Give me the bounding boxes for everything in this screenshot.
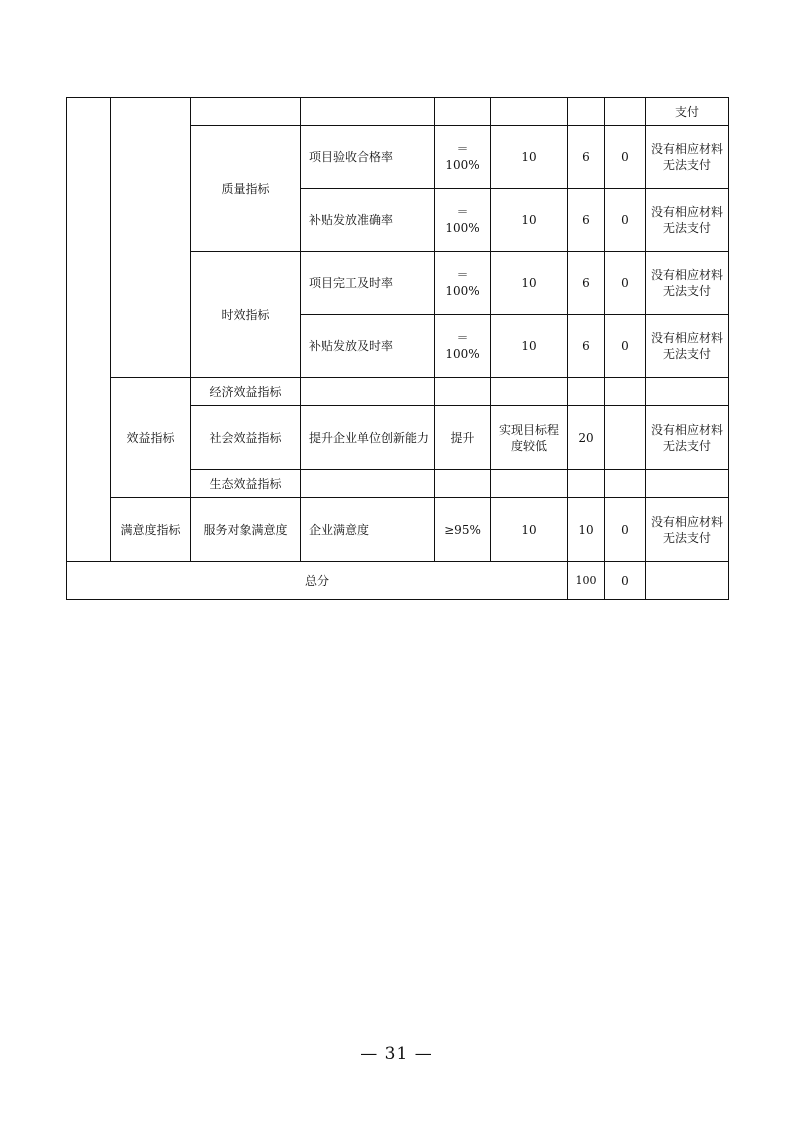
target-cell xyxy=(435,470,491,498)
indicator-cell xyxy=(301,470,435,498)
indicator-name: 补贴发放及时率 xyxy=(301,315,435,378)
performance-table xyxy=(66,97,729,600)
weight-value: 10 xyxy=(491,126,568,189)
satisfaction-indicator-label: 满意度指标 xyxy=(111,498,191,562)
target-value: ＝ 100% xyxy=(435,189,491,252)
page-number: — 31 — xyxy=(360,1044,433,1064)
note-cell xyxy=(646,378,729,406)
level2-output-cell xyxy=(111,98,191,378)
value-value: 0 xyxy=(605,189,646,252)
weight-cell xyxy=(491,470,568,498)
note-value: 没有相应材料无法支付 xyxy=(646,498,729,562)
note-value: 没有相应材料无法支付 xyxy=(646,189,729,252)
score-value: 10 xyxy=(568,498,605,562)
value-value: 0 xyxy=(605,252,646,315)
score-cell xyxy=(568,470,605,498)
benefit-indicator-label: 效益指标 xyxy=(111,378,191,498)
score-value: 6 xyxy=(568,315,605,378)
note-value: 没有相应材料无法支付 xyxy=(646,315,729,378)
total-label: 总分 xyxy=(67,562,568,600)
note-value: 没有相应材料无法支付 xyxy=(646,126,729,189)
weight-cell xyxy=(491,98,568,126)
indicator-name: 企业满意度 xyxy=(301,498,435,562)
score-cell xyxy=(568,98,605,126)
actual-value: 实现目标程度较低 xyxy=(491,406,568,470)
quality-indicator-label: 质量指标 xyxy=(191,126,301,252)
indicator-name: 补贴发放准确率 xyxy=(301,189,435,252)
score-value: 6 xyxy=(568,252,605,315)
indicator-name: 项目完工及时率 xyxy=(301,252,435,315)
level1-cell xyxy=(67,98,111,562)
value-value: 0 xyxy=(605,498,646,562)
level3-cell xyxy=(191,98,301,126)
economic-benefit-label: 经济效益指标 xyxy=(191,378,301,406)
total-value: 0 xyxy=(605,562,646,600)
timeliness-indicator-label: 时效指标 xyxy=(191,252,301,378)
target-cell xyxy=(435,378,491,406)
note-value: 没有相应材料无法支付 xyxy=(646,406,729,470)
note-value: 没有相应材料无法支付 xyxy=(646,252,729,315)
value-cell xyxy=(605,406,646,470)
value-cell xyxy=(605,378,646,406)
target-cell xyxy=(435,98,491,126)
weight-value: 10 xyxy=(491,189,568,252)
social-benefit-label: 社会效益指标 xyxy=(191,406,301,470)
target-value: ＝ 100% xyxy=(435,315,491,378)
indicator-cell xyxy=(301,98,435,126)
satisfaction-sub-label: 服务对象满意度 xyxy=(191,498,301,562)
indicator-cell xyxy=(301,378,435,406)
indicator-name: 提升企业单位创新能力 xyxy=(301,406,435,470)
weight-value: 10 xyxy=(491,315,568,378)
note-cell xyxy=(646,470,729,498)
target-value: ＝ 100% xyxy=(435,126,491,189)
total-note xyxy=(646,562,729,600)
indicator-name: 项目验收合格率 xyxy=(301,126,435,189)
target-value: 提升 xyxy=(435,406,491,470)
total-score: 100 xyxy=(568,562,605,600)
weight-value: 10 xyxy=(491,252,568,315)
score-value: 6 xyxy=(568,189,605,252)
weight-value: 20 xyxy=(568,406,605,470)
weight-value: 10 xyxy=(491,498,568,562)
value-value: 0 xyxy=(605,315,646,378)
weight-cell xyxy=(491,378,568,406)
score-value: 6 xyxy=(568,126,605,189)
note-cell: 支付 xyxy=(646,98,729,126)
value-cell xyxy=(605,98,646,126)
target-value: ＝ 100% xyxy=(435,252,491,315)
target-value: ≥95% xyxy=(435,498,491,562)
score-cell xyxy=(568,378,605,406)
ecological-benefit-label: 生态效益指标 xyxy=(191,470,301,498)
value-value: 0 xyxy=(605,126,646,189)
value-cell xyxy=(605,470,646,498)
